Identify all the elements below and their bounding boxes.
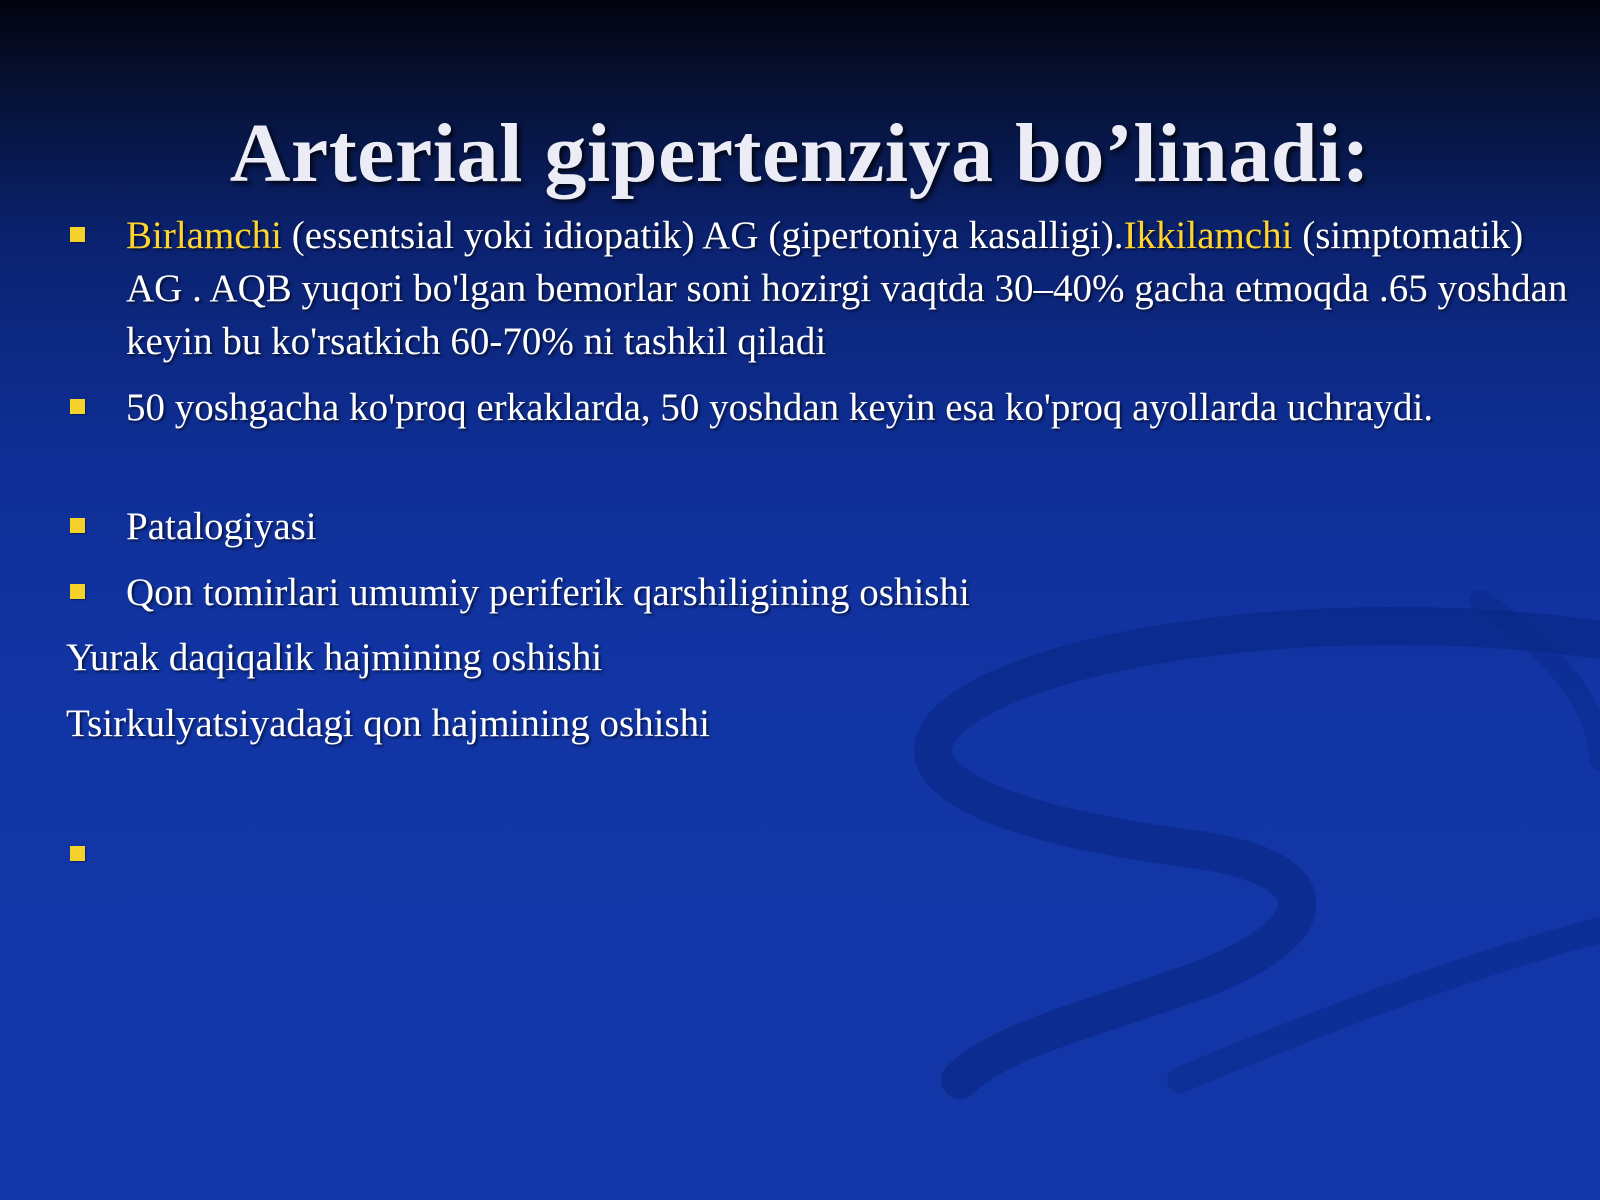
bullet-item-types [126,209,1581,368]
bullet-marker [70,399,85,414]
line-cardiac-output: Yurak daqiqalik hajmining oshishi [66,636,603,679]
line-blood-volume: Tsirkulyatsiyadagi qon hajmining oshishi [66,702,710,745]
bullet-item-gender: 50 yoshgacha ko'proq erkaklarda, 50 yoshdan keyin esa ko'proq ayollarda uchraydi. [126,386,1434,429]
bullet-text: (simptomatik) AG . AQB yuqori bo'lgan bemorlar soni hozirgi vaqtda 30–40% gacha etmoqda .65 yoshdan keyin bu ko'rsatkich 60-70% ni tashkil qiladi [126,214,1568,363]
bullet-marker [70,518,85,533]
bullet-marker [70,584,85,599]
bullet-item-resistance: Qon tomirlari umumiy periferik qarshiligining oshishi [126,571,970,614]
slide-title: Arterial gipertenziya bo’linadi: [229,107,1371,200]
empty-bullet-marker [70,846,85,861]
bullet-item-pathology: Patalogiyasi [126,505,317,548]
bullet-text: (essentsial yoki idiopatik) AG (gipertoniya kasalligi). [281,214,1124,257]
term-primary: Birlamchi [126,214,282,257]
term-secondary: Ikkilamchi [1123,214,1293,257]
bullet-marker [70,227,85,242]
